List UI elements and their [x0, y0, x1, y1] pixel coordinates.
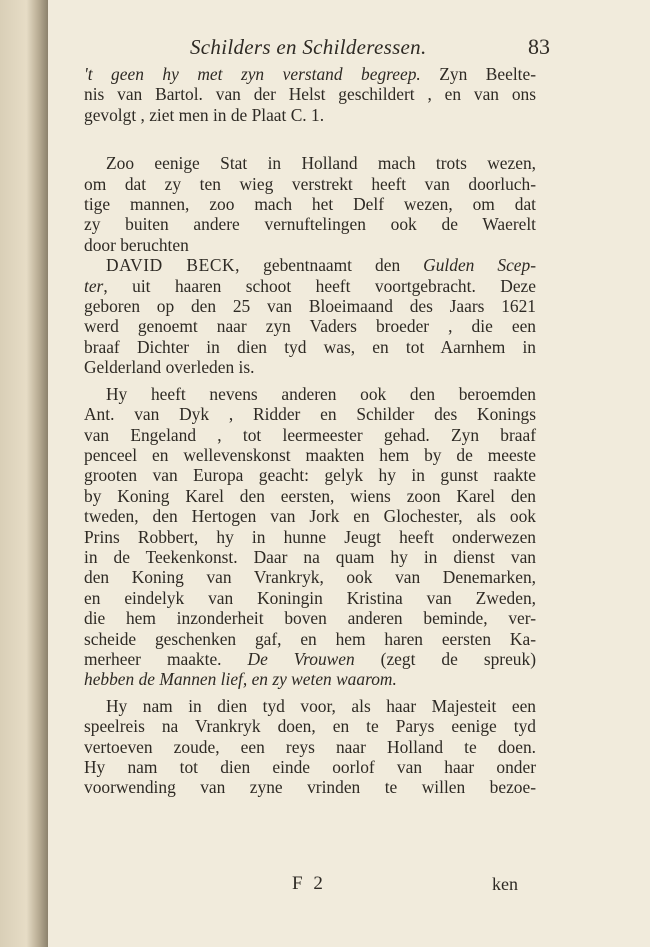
line-text: zy buiten andere vernuftelingen ook de Waerelt [84, 214, 536, 235]
line-text: geboren op den 25 van Bloeimaand des Jaars 1621 [84, 296, 536, 317]
line-text: Gelderland overleden is. [84, 357, 255, 378]
text-line [84, 588, 536, 608]
text-line [84, 105, 536, 125]
line-text: scheide geschenken gaf, en hem haren eersten Ka- [84, 628, 536, 649]
text-line [84, 255, 536, 275]
line-text: Prins Robbert, hy in hunne Jeugt heeft onderwezen [84, 526, 536, 547]
text-line [84, 629, 536, 649]
line-italic-tail: De Vrouwen [247, 648, 355, 669]
line-text: DAVID BECK, [106, 255, 241, 276]
line-text: den Koning van Vrankryk, ook van Denemarken, [84, 567, 536, 588]
line-italic-tail: Gulden Scep- [423, 255, 536, 276]
line-text: die hem inzonderheit boven anderen beminde, ver- [84, 608, 536, 629]
line-text: gevolgt , ziet men in de Plaat C. 1. [84, 104, 325, 125]
text-line [84, 384, 536, 404]
text-line [84, 486, 536, 506]
text-line [84, 649, 536, 669]
text-line [84, 547, 536, 567]
line-text: penceel en wellevenskonst maakten hem by de meeste [84, 444, 536, 465]
signature-mark: F 2 [292, 873, 326, 894]
line-text: Zoo eenige Stat in Holland mach trots wezen, [106, 153, 536, 174]
text-line [84, 316, 536, 336]
line-text: tige mannen, zoo mach het Delf wezen, om dat [84, 194, 536, 215]
line-tail: (zegt de spreuk) [354, 648, 536, 669]
text-line [84, 84, 536, 104]
catchword: ken [492, 874, 518, 894]
running-head: Schilders en Schilderessen. [190, 35, 427, 59]
line-text: 't geen hy met zyn verstand begreep. [84, 64, 421, 84]
text-line [84, 445, 536, 465]
line-text: voorwending van zyne vrinden te willen bezoe- [84, 777, 536, 798]
text-line [84, 757, 536, 777]
paragraph [84, 696, 536, 798]
text-line [84, 425, 536, 445]
line-text: ter [84, 275, 104, 296]
text-line [84, 527, 536, 547]
line-text: nis van Bartol. van der Helst geschildert , en van ons [84, 84, 536, 105]
line-text: Hy nam in dien tyd voor, als haar Majesteit een [106, 695, 536, 716]
text-line [84, 506, 536, 526]
line-text: vertoeven zoude, een reys naar Holland te doen. [84, 736, 536, 757]
text-line [84, 465, 536, 485]
text-line [84, 567, 536, 587]
text-line [84, 153, 536, 173]
line-text: tweden, den Hertogen van Jork en Glochester, als ook [84, 506, 536, 527]
text-line [84, 669, 536, 689]
text-line [84, 276, 536, 296]
text-line [84, 696, 536, 716]
paragraph [84, 153, 536, 255]
line-tail: Zyn Beelte- [420, 64, 536, 84]
text-line [84, 777, 536, 797]
line-text: by Koning Karel den eersten, wiens zoon Karel den [84, 485, 536, 506]
paragraph [84, 255, 536, 377]
page-number: 83 [528, 34, 550, 59]
text-line [84, 337, 536, 357]
line-text: om dat zy ten wieg verstrekt heeft van doorluch- [84, 173, 536, 194]
line-text: braaf Dichter in dien tyd was, en tot Aarnhem in [84, 336, 536, 357]
line-text: en eindelyk van Koningin Kristina van Zweden, [84, 587, 536, 608]
paragraph-gap [84, 125, 536, 153]
line-text: Ant. van Dyk , Ridder en Schilder des Konings [84, 404, 536, 425]
line-text: door beruchten [84, 234, 189, 255]
text-line [84, 357, 536, 377]
line-text: van Engeland , tot leermeester gehad. Zyn braaf [84, 424, 536, 445]
line-text: grooten van Europa geacht: gelyk hy in gunst raakte [84, 465, 536, 486]
line-text: hebben de Mannen lief, en zy weten waarom. [84, 669, 397, 690]
page-header [190, 34, 550, 64]
book-gutter [0, 0, 48, 947]
text-line [84, 174, 536, 194]
line-text: werd genoemt naar zyn Vaders broeder , die een [84, 316, 536, 337]
line-text: Hy heeft nevens anderen ook den beroemden [106, 383, 536, 404]
text-line [84, 716, 536, 736]
text-line [84, 296, 536, 316]
text-line [84, 194, 536, 214]
line-text: speelreis na Vrankryk doen, en te Parys eenige tyd [84, 716, 536, 737]
line-text: merheer maakte. [84, 648, 222, 669]
text-line [84, 64, 536, 84]
line-text: in de Teekenkonst. Daar na quam hy in dienst van [84, 546, 536, 567]
text-line [84, 737, 536, 757]
line-tail [222, 649, 248, 669]
text-line [84, 214, 536, 234]
paragraph [84, 384, 536, 690]
text-line [84, 608, 536, 628]
paragraph [84, 64, 536, 125]
text-line [84, 235, 536, 255]
text-line [84, 404, 536, 424]
line-text: Hy nam tot dien einde oorlof van haar onder [84, 757, 536, 777]
line-tail: , uit haaren schoot heeft voortgebracht. Deze [103, 275, 536, 296]
line-tail: gebentnaamt den [240, 255, 424, 276]
body-text [84, 64, 536, 798]
